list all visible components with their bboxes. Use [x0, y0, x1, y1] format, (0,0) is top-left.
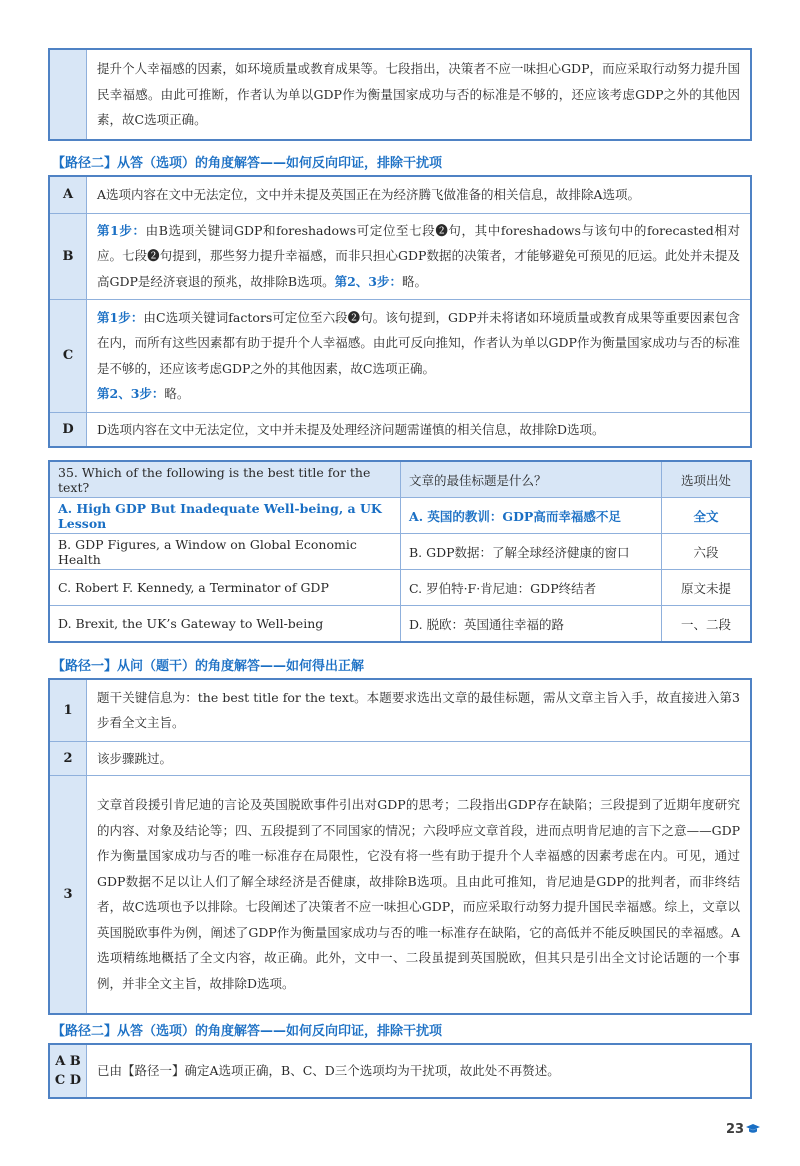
options-label-bottom: C D	[54, 1073, 82, 1088]
path1-steps-table	[48, 678, 752, 1015]
step23-text: 略。	[164, 386, 190, 401]
step-label-3: 3	[49, 776, 87, 1014]
option-a-analysis: A选项内容在文中无法定位，文中并未提及英国正在为经济腾飞做准备的相关信息，故排除A选项。	[87, 176, 752, 213]
question-table	[48, 460, 752, 643]
continuation-text: 提升个人幸福感的因素，如环境质量或教育成果等。七段指出，决策者不应一味担心GDP，而应采取行动努力提升国民幸福感。由此可推断，作者认为单以GDP作为衡量国家成功与否的标准是不够的，还应该考虑GDP之外的其他因素，故C选项正确。	[87, 49, 752, 140]
option-label-d: D	[49, 412, 87, 447]
option-en: D. Brexit, the UK’s Gateway to Well-being	[49, 606, 401, 643]
option-label-b: B	[49, 213, 87, 299]
continuation-box	[48, 48, 752, 141]
option-label-a: A	[49, 176, 87, 213]
path2-header: 【路径二】从答（选项）的角度解答——如何反向印证，排除干扰项	[52, 156, 443, 171]
question-en: 35. Which of the following is the best title for the text?	[49, 461, 401, 498]
option-source: 六段	[662, 534, 752, 570]
option-cn: C. 罗伯特·F·肯尼迪：GDP终结者	[401, 570, 662, 606]
step1-label: 第1步：	[97, 222, 146, 238]
option-source: 全文	[662, 498, 752, 534]
option-en: A. High GDP But Inadequate Well-being, a UK Lesson	[49, 498, 401, 534]
option-label-c: C	[49, 299, 87, 412]
question-cn: 文章的最佳标题是什么？	[401, 461, 662, 498]
graduation-cap-icon	[746, 1124, 760, 1134]
step2-content: 该步骤跳过。	[87, 741, 752, 776]
step1-content: 题干关键信息为：the best title for the text。本题要求选出文章的最佳标题，需从文章主旨入手，故直接进入第3步看全文主旨。	[87, 679, 752, 741]
step1-label: 第1步：	[97, 309, 144, 325]
options-label-top: A B	[55, 1054, 81, 1069]
step23-label: 第2、3步：	[334, 273, 403, 289]
page-number: 23	[726, 1122, 745, 1137]
option-row-b	[49, 534, 751, 570]
source-header: 选项出处	[662, 461, 752, 498]
path1-header: 【路径一】从问（题干）的角度解答——如何得出正解	[52, 659, 365, 674]
step-label-1: 1	[49, 679, 87, 741]
step-label-2: 2	[49, 741, 87, 776]
row-label-empty	[49, 49, 87, 140]
question-header-row	[49, 461, 751, 498]
option-cn: B. GDP数据：了解全球经济健康的窗口	[401, 534, 662, 570]
option-b-analysis	[87, 213, 752, 299]
option-en: B. GDP Figures, a Window on Global Economic Health	[49, 534, 401, 570]
option-row-a	[49, 498, 751, 534]
step23-text: 略。	[402, 273, 428, 289]
option-row-c	[49, 570, 751, 606]
option-source: 一、二段	[662, 606, 752, 643]
option-cn: D. 脱欧：英国通往幸福的路	[401, 606, 662, 643]
path2-header: 【路径二】从答（选项）的角度解答——如何反向印证，排除干扰项	[52, 1024, 443, 1039]
option-d-analysis: D选项内容在文中无法定位，文中并未提及处理经济问题需谨慎的相关信息，故排除D选项。	[87, 412, 752, 447]
path2-summary-table	[48, 1043, 752, 1099]
step1-text: 由C选项关键词factors可定位至六段❷句。该句提到，GDP并未将诸如环境质量或教育成果等重要因素包含在内，而所有这些因素都有助于提升个人幸福感。由此可反向推知，作者认为单以GDP作为衡量国家成功与否的标准是不够的，还应该考虑GDP之外的其他因素，故C选项正确。	[97, 309, 740, 376]
option-en: C. Robert F. Kennedy, a Terminator of GDP	[49, 570, 401, 606]
step23-label: 第2、3步：	[97, 386, 165, 401]
step1-text: 由B选项关键词GDP和foreshadows可定位至七段❷句，其中foreshadows与该句中的forecasted相对应。七段❷句提到，那些努力提升幸福感，而非只担心GDP数据的决策者，才能够避免可预见的厄运。此处并未提及高GDP是经济衰退的预兆，故排除B选项。	[97, 222, 740, 289]
summary-text: 已由【路径一】确定A选项正确，B、C、D三个选项均为干扰项，故此处不再赘述。	[87, 1044, 752, 1098]
path2-options-table	[48, 175, 752, 448]
option-c-analysis	[87, 299, 752, 412]
option-cn: A. 英国的教训：GDP高而幸福感不足	[401, 498, 662, 534]
option-source: 原文未提	[662, 570, 752, 606]
option-row-d	[49, 606, 751, 643]
options-label-abcd	[49, 1044, 87, 1098]
step3-content: 文章首段援引肯尼迪的言论及英国脱欧事件引出对GDP的思考；二段指出GDP存在缺陷；三段提到了近期年度研究的内容、对象及结论等；四、五段提到了不同国家的情况；六段呼应文章首段，进而点明肯尼迪的言下之意——GDP作为衡量国家成功与否的唯一标准存在局限性，它没有将一些有助于提升个人幸福感的因素考虑在内。可见，通过GDP数据不足以让人们了解全球经济是否健康，故排除B选项。且由此可推知，肯尼迪是GDP的批判者，而非终结者，故C选项也予以排除。七段阐述了决策者不应一味担心GDP，而应采取行动努力提升国民幸福感。综上，文章以英国脱欧事件为例，阐述了GDP作为衡量国家成功与否的唯一标准存在缺陷，它的高低并不能反映国民的幸福感。A选项精练地概括了全文内容，故正确。此外，文中一、二段虽提到英国脱欧，但其只是引出全文讨论话题的一个事例，并非全文主旨，故排除D选项。	[87, 776, 752, 1014]
